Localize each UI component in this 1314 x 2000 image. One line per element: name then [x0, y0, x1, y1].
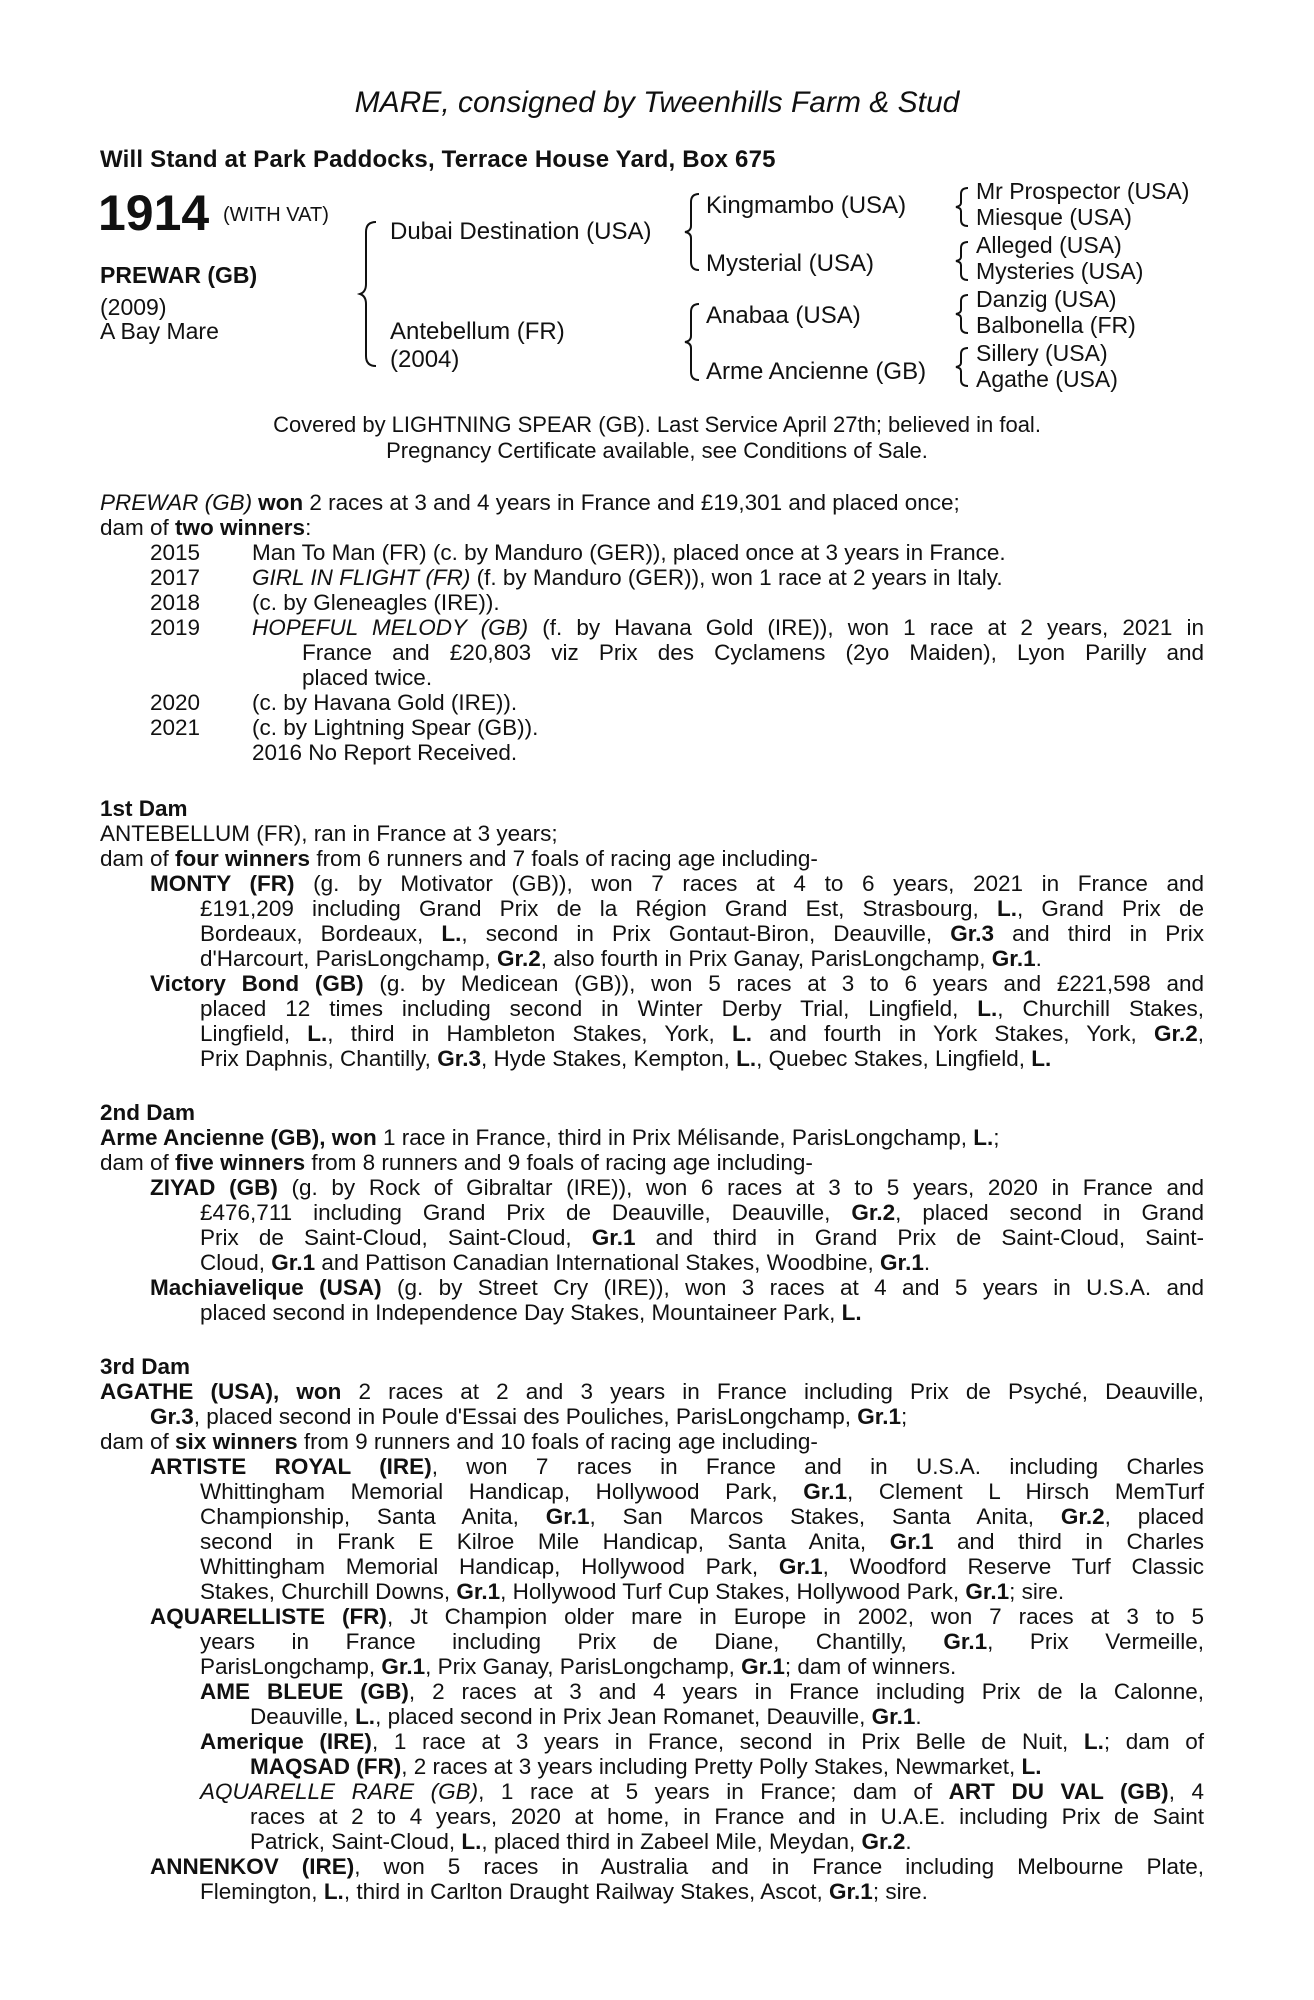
- pedigree-bracket-dam: [685, 302, 703, 382]
- an-line-2: [200, 1879, 928, 1905]
- pedigree-dam: Antebellum (FR): [390, 318, 565, 345]
- dam-text: ;: [901, 1404, 908, 1429]
- pedigree-sire-sire: Kingmambo (USA): [706, 192, 907, 219]
- progeny-name: Amerique (IRE): [200, 1729, 372, 1754]
- progeny-text: Flemington,: [200, 1879, 324, 1904]
- grade: Gr.3: [150, 1404, 194, 1429]
- damof-label: dam of: [100, 846, 176, 871]
- damof-rest: from 6 runners and 7 foals of racing age including-: [310, 846, 818, 871]
- grade: L.: [1021, 1754, 1042, 1779]
- dam-won: , won: [319, 1125, 377, 1150]
- grade: L.: [441, 921, 462, 946]
- horse-year: (2009): [100, 294, 167, 320]
- pedigree-gg-2: Miesque (USA): [976, 204, 1132, 230]
- foal-text-cont: France and £20,803 viz Prix des Cyclamens (2yo Maiden), Lyon Parilly and: [302, 640, 1204, 665]
- progeny-text: and Pattison Canadian International Stakes, Woodbine,: [315, 1250, 881, 1275]
- progeny-text: , third in Carlton Draught Railway Stakes, Ascot,: [343, 1879, 830, 1904]
- foal-note: 2016 No Report Received.: [252, 740, 518, 765]
- progeny-text: d'Harcourt, ParisLongchamp,: [200, 946, 497, 971]
- grade: Gr.1: [889, 1529, 934, 1554]
- grade: L.: [461, 1829, 482, 1854]
- mare-colon: :: [305, 515, 312, 540]
- progeny-text: Cloud,: [200, 1250, 272, 1275]
- progeny-text: Lingfield,: [200, 1021, 308, 1046]
- foal-name: HOPEFUL MELODY (GB): [252, 615, 529, 640]
- progeny-text: , placed second in Grand: [895, 1200, 1204, 1225]
- second-dam-heading: 2nd Dam: [100, 1100, 196, 1125]
- pedigree-sire: Dubai Destination (USA): [390, 218, 652, 245]
- grade: L.: [973, 1125, 994, 1150]
- progeny-text: , won 7 races in France and in U.S.A. including Charles: [431, 1454, 1204, 1479]
- foal-year: 2017: [150, 565, 201, 590]
- progeny-text: , 2 races at 3 and 4 years in France including Prix de la Calonne,: [408, 1679, 1204, 1704]
- grade: Gr.2: [1153, 1021, 1198, 1046]
- pedigree-bracket-gg4: [956, 346, 972, 388]
- progeny-text: Stakes, Churchill Downs,: [200, 1579, 457, 1604]
- progeny-text: , Churchill Stakes,: [997, 996, 1204, 1021]
- grade: Gr.2: [1060, 1504, 1105, 1529]
- grade: Gr.1: [880, 1250, 924, 1275]
- progeny-text: (g. by Rock of Gibraltar (IRE)), won 6 races at 3 to 5 years, 2020 in France and: [277, 1175, 1204, 1200]
- foal-text: (c. by Gleneagles (IRE)).: [252, 590, 500, 615]
- progeny-text: £476,711 including Grand Prix de Deauville, Deauville,: [200, 1200, 852, 1225]
- aq-line-3: [200, 1654, 956, 1680]
- progeny-text: and third in Grand Prix de Saint-Cloud, Saint-: [635, 1225, 1205, 1250]
- first-dam-heading: 1st Dam: [100, 796, 188, 821]
- progeny-name: AQUARELLE RARE (GB): [200, 1779, 479, 1804]
- progeny-text: , placed third in Zabeel Mile, Meydan,: [481, 1829, 862, 1854]
- progeny-name: ANNENKOV (IRE): [150, 1854, 355, 1879]
- progeny-text: second in Frank E Kilroe Mile Handicap, Santa Anita,: [200, 1529, 890, 1554]
- progeny-text: (g. by Motivator (GB)), won 7 races at 4 to 6 years, 2021 in France and: [294, 871, 1204, 896]
- mare-dam-of: [100, 515, 311, 541]
- first-dam-line: ANTEBELLUM (FR), ran in France at 3 years;: [100, 821, 558, 846]
- mach-line-1: [150, 1275, 1204, 1301]
- foal-detail: (f. by Manduro (GER)), won 1 race at 2 years in Italy.: [470, 565, 1003, 590]
- pedigree-gg-4: Mysteries (USA): [976, 258, 1144, 284]
- grade: L.: [977, 996, 998, 1021]
- ziyad-line-2: [200, 1200, 1204, 1226]
- ar-line-4: [200, 1529, 1204, 1555]
- progeny-name: Machiavelique (USA): [150, 1275, 382, 1300]
- vb-line-4: [200, 1046, 1051, 1072]
- ab-line-2: Deauville, L., placed second in Prix Jean Romanet, Deauville, Gr.1.: [250, 1704, 922, 1729]
- dam-name: Arme Ancienne (GB): [100, 1125, 320, 1150]
- progeny-text: , Jt Champion older mare in Europe in 2002, won 7 races at 3 to 5: [386, 1604, 1205, 1629]
- progeny-text: , placed: [1104, 1504, 1204, 1529]
- foal-text: Man To Man (FR) (c. by Manduro (GER)), placed once at 3 years in France.: [252, 540, 1006, 565]
- grade: Gr.1: [965, 1579, 1010, 1604]
- dam-text: ;: [993, 1125, 1000, 1150]
- winners-count: five winners: [175, 1150, 306, 1175]
- progeny-text: , San Marcos Stakes, Santa Anita,: [589, 1504, 1061, 1529]
- grade: L.: [731, 1021, 752, 1046]
- foal-detail: (f. by Havana Gold (IRE)), won 1 race at 2 years, 2021 in: [528, 615, 1205, 640]
- progeny-name: MAQSAD (FR): [250, 1754, 402, 1779]
- grade: Gr.3: [950, 921, 994, 946]
- foal-name: GIRL IN FLIGHT (FR): [252, 565, 471, 590]
- mq-line-1: [250, 1754, 1042, 1780]
- foal-year: 2015: [150, 540, 201, 565]
- vb-line-2: [200, 996, 1204, 1022]
- aq-line-1: [150, 1604, 1204, 1630]
- vb-line-3: Lingfield, L., third in Hambleton Stakes, York, L. and fourth in York Stakes, York, Gr.2,: [200, 1021, 1204, 1046]
- page-heading: MARE, consigned by Tweenhills Farm & Stud: [354, 86, 960, 119]
- grade: L.: [841, 1300, 862, 1325]
- pedigree-gg-6: Balbonella (FR): [976, 312, 1136, 338]
- progeny-text: ; sire.: [872, 1879, 928, 1904]
- grade: Gr.1: [803, 1479, 847, 1504]
- pedigree-dam-year: (2004): [390, 346, 460, 373]
- progeny-text: Prix Daphnis, Chantilly,: [200, 1046, 438, 1071]
- grade: L.: [323, 1879, 344, 1904]
- grade: L.: [736, 1046, 757, 1071]
- damof-rest: from 9 runners and 10 foals of racing age including-: [297, 1429, 818, 1454]
- progeny-text: placed 12 times including second in Winter Derby Trial, Lingfield,: [200, 996, 978, 1021]
- grade: L.: [1083, 1729, 1104, 1754]
- covered-line-2: Pregnancy Certificate available, see Conditions of Sale.: [386, 438, 928, 463]
- foal-year: 2018: [150, 590, 201, 615]
- first-dam-damof: [100, 846, 818, 872]
- mare-record-won: won: [258, 490, 304, 515]
- pedigree-gg-7: Sillery (USA): [976, 340, 1108, 366]
- pedigree-dam-dam: Arme Ancienne (GB): [706, 358, 927, 385]
- grade: Gr.1: [943, 1629, 988, 1654]
- pedigree-gg-5: Danzig (USA): [976, 286, 1117, 312]
- foal-text-cont: placed twice.: [302, 665, 433, 690]
- progeny-text: , won 5 races in Australia and in France including Melbourne Plate,: [354, 1854, 1204, 1879]
- stand-location: Will Stand at Park Paddocks, Terrace House Yard, Box 675: [100, 146, 776, 173]
- progeny-name: AQUARELLISTE (FR): [150, 1604, 387, 1629]
- second-dam-damof: [100, 1150, 813, 1176]
- progeny-text: £191,209 including Grand Prix de la Région Grand Est, Strasbourg,: [200, 896, 997, 921]
- horse-description: A Bay Mare: [100, 318, 219, 344]
- pedigree-gg-3: Alleged (USA): [976, 232, 1122, 258]
- progeny-text: , 1 race at 5 years in France; dam of: [478, 1779, 949, 1804]
- progeny-text: Bordeaux, Bordeaux,: [200, 921, 442, 946]
- foal-text: (c. by Havana Gold (IRE)).: [252, 690, 518, 715]
- grade: Gr.1: [991, 946, 1036, 971]
- damof-label: dam of: [100, 1429, 176, 1454]
- aq-line-2: [200, 1629, 1204, 1655]
- progeny-text: , Hollywood Turf Cup Stakes, Hollywood Park,: [500, 1579, 966, 1604]
- pedigree-gg-8: Agathe (USA): [976, 366, 1118, 392]
- damof-label: dam of: [100, 1150, 176, 1175]
- progeny-text: ; dam of winners.: [784, 1654, 957, 1679]
- progeny-text: (g. by Street Cry (IRE)), won 3 races at 4 and 5 years in U.S.A. and: [381, 1275, 1204, 1300]
- grade: Gr.1: [857, 1404, 902, 1429]
- horse-name: PREWAR (GB): [100, 262, 258, 288]
- ar2-line-2: races at 2 to 4 years, 2020 at home, in France and in U.A.E. including Prix de Saint: [250, 1804, 1204, 1829]
- ar-line-6: [200, 1579, 1064, 1605]
- mare-winners-count: two winners: [175, 515, 306, 540]
- foal-text: (c. by Lightning Spear (GB)).: [252, 715, 539, 740]
- progeny-text: , Prix Vermeille,: [987, 1629, 1204, 1654]
- progeny-text: Prix de Saint-Cloud, Saint-Cloud,: [200, 1225, 592, 1250]
- mare-record: [100, 490, 1200, 516]
- ar2-line-1: [200, 1779, 1204, 1805]
- ar-line-5: [200, 1554, 1204, 1580]
- progeny-text: Whittingham Memorial Handicap, Hollywood Park,: [200, 1479, 804, 1504]
- progeny-text: , 4: [1168, 1779, 1204, 1804]
- grade: Gr.2: [861, 1829, 906, 1854]
- progeny-text: , also fourth in Prix Ganay, ParisLongchamp,: [540, 946, 992, 971]
- dam-text: 2 races at 2 and 3 years in France including Prix de Psyché, Deauville,: [341, 1379, 1204, 1404]
- an-line-1: [150, 1854, 1204, 1880]
- ziyad-line-1: [150, 1175, 1204, 1201]
- winners-count: six winners: [175, 1429, 298, 1454]
- progeny-text: Championship, Santa Anita,: [200, 1504, 546, 1529]
- progeny-text: placed second in Independence Day Stakes, Mountaineer Park,: [200, 1300, 842, 1325]
- pedigree-dam-sire: Anabaa (USA): [706, 302, 861, 329]
- mare-record-name: PREWAR (GB): [100, 490, 253, 515]
- ziyad-line-4: Cloud, Gr.1 and Pattison Canadian International Stakes, Woodbine, Gr.1.: [200, 1250, 931, 1275]
- vb-line-1: [150, 971, 1204, 997]
- ziyad-line-3: [200, 1225, 1204, 1251]
- progeny-name: MONTY (FR): [150, 871, 295, 896]
- pedigree-gg-1: Mr Prospector (USA): [976, 178, 1190, 204]
- foal-year: 2019: [150, 615, 201, 640]
- grade: Gr.2: [851, 1200, 896, 1225]
- foal-text: [252, 615, 1204, 641]
- second-dam-line: [100, 1125, 1000, 1151]
- progeny-text: ; dam of: [1103, 1729, 1204, 1754]
- grade: L.: [996, 896, 1017, 921]
- ar2-line-3: Patrick, Saint-Cloud, L., placed third in Zabeel Mile, Meydan, Gr.2.: [250, 1829, 912, 1854]
- pedigree-bracket-gg2: [956, 240, 972, 282]
- progeny-text: and fourth in York Stakes, York,: [751, 1021, 1154, 1046]
- monty-line-3: [200, 921, 1204, 947]
- pedigree-bracket-gg3: [956, 293, 972, 335]
- progeny-text: years in France including Prix de Diane, Chantilly,: [200, 1629, 944, 1654]
- am-line-1: [200, 1729, 1204, 1755]
- third-dam-line-1: [100, 1379, 1204, 1405]
- progeny-text: ParisLongchamp,: [200, 1654, 382, 1679]
- progeny-text: , placed second in Prix Jean Romanet, Deauville,: [375, 1704, 872, 1729]
- progeny-text: , 2 races at 3 years including Pretty Polly Stakes, Newmarket,: [401, 1754, 1022, 1779]
- progeny-text: ; sire.: [1009, 1579, 1065, 1604]
- grade: Gr.2: [496, 946, 541, 971]
- ar-line-1: [150, 1454, 1204, 1480]
- lot-number: 1914: [98, 185, 210, 241]
- ar-line-2: [200, 1479, 1204, 1505]
- progeny-text: and third in Charles: [933, 1529, 1204, 1554]
- progeny-text: , Quebec Stakes, Lingfield,: [756, 1046, 1032, 1071]
- ar-line-3: [200, 1504, 1204, 1530]
- covered-line-1: Covered by LIGHTNING SPEAR (GB). Last Service April 27th; believed in foal.: [273, 412, 1041, 437]
- grade: Gr.3: [437, 1046, 481, 1071]
- progeny-name: AME BLEUE (GB): [200, 1679, 409, 1704]
- grade: Gr.1: [778, 1554, 823, 1579]
- progeny-text: Whittingham Memorial Handicap, Hollywood Park,: [200, 1554, 779, 1579]
- third-dam-damof: [100, 1429, 818, 1455]
- grade: Gr.1: [545, 1504, 590, 1529]
- progeny-text: , Hyde Stakes, Kempton,: [480, 1046, 737, 1071]
- third-dam-line-2: [150, 1404, 907, 1430]
- dam-won: , won: [272, 1379, 342, 1404]
- grade: Gr.1: [591, 1225, 636, 1250]
- progeny-text: Patrick, Saint-Cloud,: [250, 1829, 462, 1854]
- progeny-text: , second in Prix Gontaut-Biron, Deauville,: [461, 921, 951, 946]
- progeny-text: , Clement L Hirsch MemTurf: [846, 1479, 1204, 1504]
- grade: L.: [307, 1021, 328, 1046]
- mare-dam-of-label: dam of: [100, 515, 176, 540]
- grade: L.: [355, 1704, 376, 1729]
- progeny-text: , Prix Ganay, ParisLongchamp,: [425, 1654, 742, 1679]
- grade: Gr.1: [456, 1579, 501, 1604]
- progeny-text: Deauville,: [250, 1704, 356, 1729]
- foal-year: 2021: [150, 715, 201, 740]
- progeny-name: ART DU VAL (GB): [948, 1779, 1169, 1804]
- progeny-text: (g. by Medicean (GB)), won 5 races at 3 to 6 years and £221,598 and: [363, 971, 1204, 996]
- progeny-name: ARTISTE ROYAL (IRE): [150, 1454, 432, 1479]
- vat-note: (WITH VAT): [223, 204, 329, 226]
- monty-line-2: [200, 896, 1204, 922]
- dam-name: AGATHE (USA): [100, 1379, 273, 1404]
- winners-count: four winners: [175, 846, 311, 871]
- third-dam-heading: 3rd Dam: [100, 1354, 191, 1379]
- foal-year: 2020: [150, 690, 201, 715]
- progeny-text: and third in Prix: [994, 921, 1205, 946]
- ab-line-1: [200, 1679, 1204, 1705]
- grade: Gr.1: [741, 1654, 785, 1679]
- dam-text: , placed second in Poule d'Essai des Pouliches, ParisLongchamp,: [193, 1404, 858, 1429]
- dam-text: 1 race in France, third in Prix Mélisande, ParisLongchamp,: [376, 1125, 974, 1150]
- progeny-text: , 1 race at 3 years in France, second in Prix Belle de Nuit,: [371, 1729, 1084, 1754]
- pedigree-bracket-sire: [685, 192, 703, 272]
- pedigree-sire-dam: Mysterial (USA): [706, 250, 875, 277]
- progeny-text: , Grand Prix de: [1016, 896, 1204, 921]
- monty-line-4: d'Harcourt, ParisLongchamp, Gr.2, also fourth in Prix Ganay, ParisLongchamp, Gr.1.: [200, 946, 1042, 971]
- foal-text: [252, 565, 1003, 591]
- pedigree-bracket-gg1: [956, 186, 972, 228]
- grade: Gr.1: [871, 1704, 916, 1729]
- grade: Gr.1: [271, 1250, 316, 1275]
- grade: Gr.1: [381, 1654, 426, 1679]
- grade: Gr.1: [829, 1879, 873, 1904]
- grade: L.: [1031, 1046, 1052, 1071]
- progeny-name: ZIYAD (GB): [150, 1175, 278, 1200]
- monty-line-1: [150, 871, 1204, 897]
- mach-line-2: [200, 1300, 862, 1326]
- progeny-text: , Woodford Reserve Turf Classic: [822, 1554, 1204, 1579]
- progeny-name: Victory Bond (GB): [150, 971, 364, 996]
- mare-record-text: 2 races at 3 and 4 years in France and £19,301 and placed once;: [303, 490, 960, 515]
- damof-rest: from 8 runners and 9 foals of racing age including-: [305, 1150, 813, 1175]
- progeny-text: , third in Hambleton Stakes, York,: [327, 1021, 732, 1046]
- pedigree-bracket-main: [360, 220, 380, 370]
